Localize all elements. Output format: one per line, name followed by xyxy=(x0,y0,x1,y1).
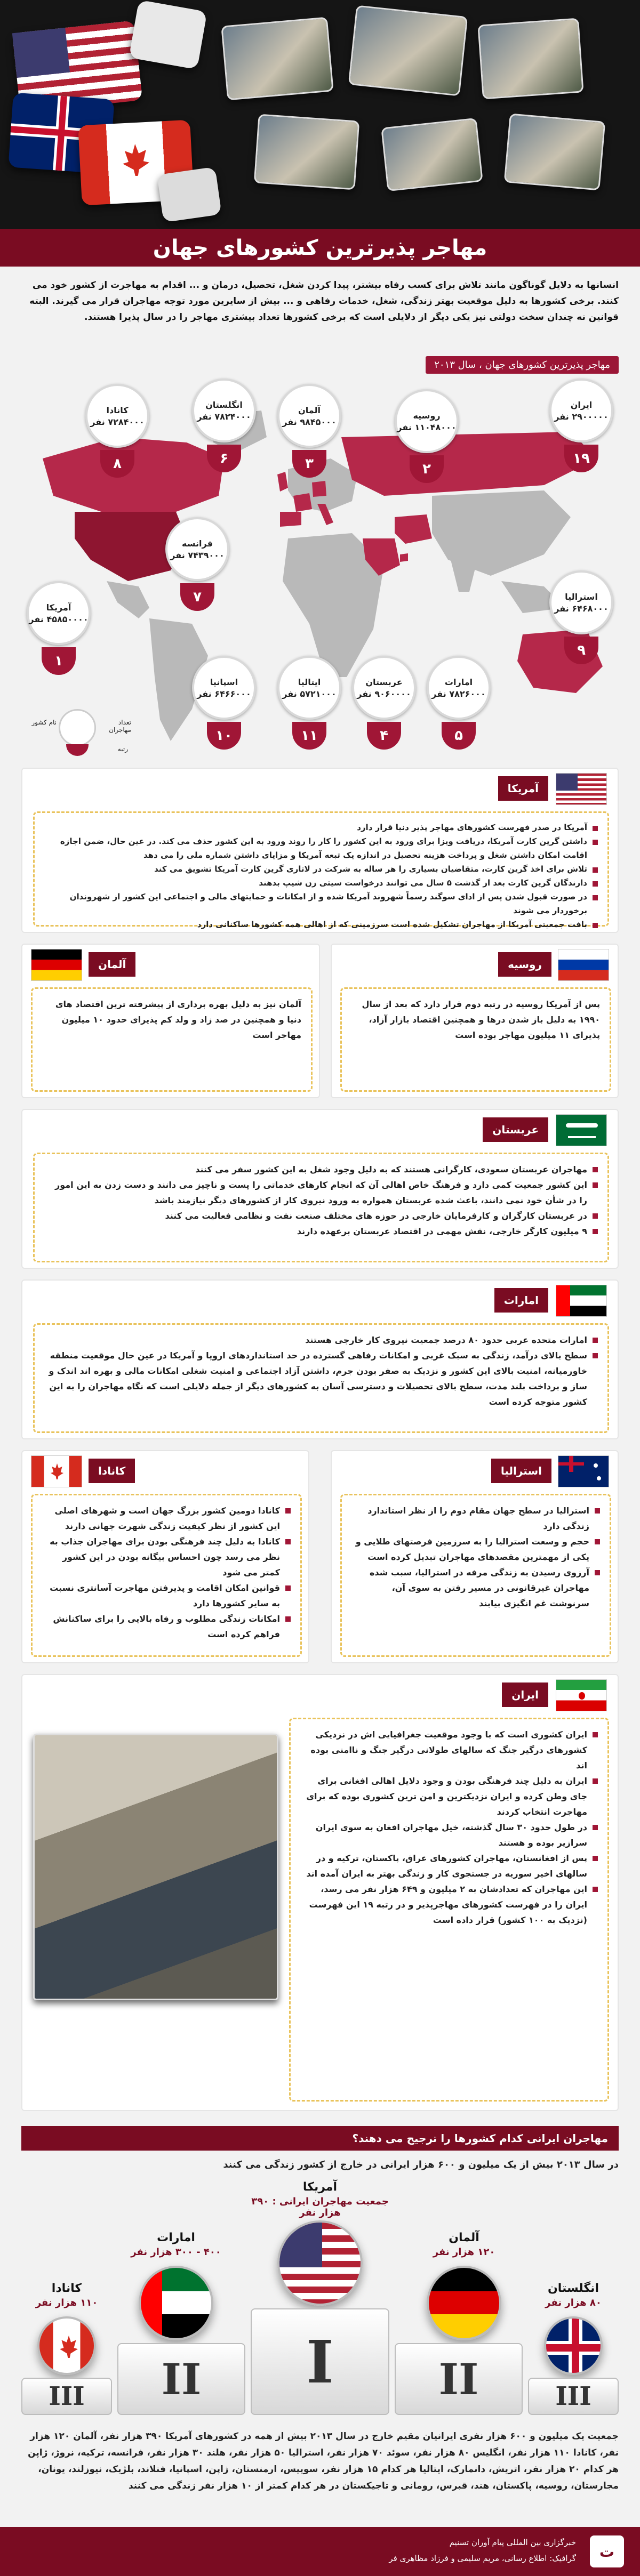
legend-bubble xyxy=(59,709,96,746)
podium-label-germany xyxy=(405,2231,523,2258)
podium-value: ۸۰ هزار نفر xyxy=(545,2297,602,2308)
tasnim-logo-icon: ت xyxy=(590,2535,624,2567)
panel-body xyxy=(31,987,313,1092)
legend-name: نام کشور xyxy=(31,719,57,726)
map-bubble-uae xyxy=(427,656,491,720)
country-name: عربستان xyxy=(365,677,403,687)
panel-usa xyxy=(21,768,619,933)
migrant-count: ۶۴۶۸۰۰۰ نفر xyxy=(554,603,609,614)
podium-country: امارات xyxy=(157,2231,195,2244)
panel-title: روسیه xyxy=(498,952,551,977)
panel-australia xyxy=(331,1450,619,1663)
list-item: بافت جمعیتی آمریکا از مهاجران تشکیل شده است سرزمینی که از اهالی همه کشورها ساکنانی دارد xyxy=(44,917,598,931)
podium-step-3-right: III xyxy=(528,2378,619,2415)
country-name: آلمان xyxy=(298,405,321,415)
panel-germany xyxy=(21,944,320,1098)
map-bubble-italy xyxy=(277,656,341,720)
world-map xyxy=(11,379,629,757)
migrant-count: ۷۲۸۴۰۰۰ نفر xyxy=(90,416,145,427)
podium-step-2-right: II xyxy=(395,2343,523,2415)
rank-badge: ۹ xyxy=(564,637,598,664)
list-item: در عربستان کارگران و کارفرمایان خارجی در حوزه های مختلف صنعت نفت و نظامی فعالیت می کنند xyxy=(44,1208,598,1223)
rank-badge: ۴ xyxy=(367,722,401,750)
country-name: ایتالیا xyxy=(298,677,321,687)
page-title: مهاجر پذیرترین کشورهای جهان xyxy=(153,236,487,260)
usa-flag-globe xyxy=(277,2220,363,2306)
list-item: این کشور جمعیت کمی دارد و فرهنگ خاص اهالی آن که انجام کارهای خدماتی را پست و ناچیز می دانند و دست زدن به این امور را در شأن خود نمی دانند، باعث شده عربستان همواره به ورود نیروی کار از کشورهای دیگر نیازمند باشد xyxy=(44,1177,598,1208)
list-item: دارندگان گرین کارت بعد از گذشت ۵ سال می توانند درخواست سیتی زن شیپ بدهند xyxy=(44,876,598,890)
canada-flag-icon xyxy=(31,1455,82,1487)
map-region-spain xyxy=(280,512,301,527)
map-region-uae xyxy=(400,553,408,562)
uae-flag-icon xyxy=(556,1285,607,1317)
migrant-count: ۷۸۲۶۰۰۰ نفر xyxy=(431,688,486,699)
country-name: فرانسه xyxy=(182,538,213,549)
russia-flag-icon xyxy=(558,949,609,981)
title-bar xyxy=(0,229,640,267)
migrant-count: ۷۸۲۴۰۰۰ نفر xyxy=(197,411,251,422)
footer-agency: خبرگزاری بین المللی پیام آوران تسنیم xyxy=(449,2538,576,2547)
list-item: این مهاجران که تعدادشان به ۲ میلیون و ۶۴۹ هزار نفر می رسد، ایران را در فهرست کشورهای مهاجرپذیر و در رتبه ۱۹ این فهرست (نزدیک به ۱۰۰ کشور) قرار داده است xyxy=(300,1881,598,1928)
list-item: سطح بالای درآمد، زندگی به سبک غربی و امکانات رفاهی گسترده در حد استانداردهای اروپا و آمریکا در عین حال موقعیت منطقه خاورمیانه، امنیت بالای این کشور و نزدیک به صفر بودن جرم، داشتن آزاد اجتماعی و امنیت شغلی امکانات مالی و بهره اند اندک و ساز و برداخت بلند مدت، سطح بالای تحصیلات و دسترسی آسان به کشورهای دیگر از جمله دلایلی است که نگاه مهاجران را به این کشور متوجه کرده است xyxy=(44,1348,598,1410)
migrant-count: ۹۸۴۵۰۰۰ نفر xyxy=(282,416,337,427)
list-item: پس از افغانستان، مهاجران کشورهای عراق، پاکستان، ترکیه و در سالهای اخیر سوریه در جستجوی کار و زندگی بهتر به ایران آمده اند xyxy=(300,1850,598,1881)
podium-value: ۴۰۰ - ۳۰۰ هزار نفر xyxy=(131,2247,221,2258)
podium-value: ۱۱۰ هزار نفر xyxy=(35,2297,98,2308)
podium-country: آمریکا xyxy=(302,2180,338,2194)
panel-text: پس از آمریکا روسیه در رتبه دوم قرار دارد که بعد از سال ۱۹۹۰ به دلیل باز شدن درها و همچنین اقتصاد بازار آزاد، پذیرای ۱۱ میلیون مهاجر بوده است xyxy=(362,999,600,1040)
panel-title: کانادا xyxy=(89,1459,135,1483)
podium-step-3-left: III xyxy=(21,2378,112,2415)
map-bubble-germany xyxy=(277,384,341,448)
country-name: ایران xyxy=(570,399,593,410)
panel-saudi xyxy=(21,1109,619,1269)
podium-country: آلمان xyxy=(449,2231,479,2244)
panel-body xyxy=(340,1494,611,1657)
list-item: در صورت قبول شدن پس از ادای سوگند رسماً شهروند آمریکا شده و از امکانات و حمایتهای مالی و اجتماعی این کشور از شهروندان برخوردار می شوند xyxy=(44,890,598,917)
migrants-photo xyxy=(477,18,583,100)
list-item: داشتن گرین کارت آمریکا، دریافت ویزا برای ورود به این کشور را کار را روند ورود به این کشور حذف می کند. در عین حال، ضمن اجازه اقامت امکان داشتن شغل و پرداخت هزینه تحصیل در اندازه یک تبعه آمریکا و مزایای داشتن شماره ملی را می دهد xyxy=(44,834,598,862)
usa-flag-icon xyxy=(556,773,607,805)
panel-body xyxy=(289,1718,609,2102)
footer xyxy=(0,2527,640,2576)
podium-label-uae xyxy=(117,2231,235,2258)
panel-text: آلمان نیز به دلیل بهره برداری از پیشرفته ترین اقتصاد های دنیا و همچنین در صد زاد و ولد کم پذیرای حدود ۱۰ میلیون مهاجر است xyxy=(55,999,301,1040)
list-item: امارات متحده عربی حدود ۸۰ درصد جمعیت نیروی کار خارجی هستند xyxy=(44,1332,598,1348)
migrant-count: ۱۱۰۴۸۰۰۰ نفر xyxy=(397,422,457,432)
panel-russia xyxy=(331,944,619,1098)
intro-text: انسانها به دلایل گوناگون مانند تلاش برای کسب رفاه بیشتر، پیدا کردن شغل، تحصیل، درمان و ... اقدام به مهاجرت از کشور خود می کنند. برخی کشورها به دلیل موقعیت بهتر زندگی، شغل، خدمات رفاهی و ... بیش از سایرین مورد توجه مهاجران قرار می گیرند. البته قوانین نه چندان سخت دولتی نیز یکی دیگر از دلایلی است که برخی کشورها تعداد بیشتری مهاجر را در سال پذیرا هستند. xyxy=(29,280,619,323)
germany-flag-globe xyxy=(427,2266,501,2340)
map-bubble-uk xyxy=(192,379,256,442)
country-name: استرالیا xyxy=(565,591,598,602)
map-label: مهاجر پذیرترین کشورهای جهان ، سال ۲۰۱۳ xyxy=(426,356,619,374)
legend-rank: رتبه xyxy=(117,745,128,753)
migrant-count: ۹۰۶۰۰۰۰ نفر xyxy=(357,688,411,699)
panel-uae xyxy=(21,1279,619,1439)
panel-title: امارات xyxy=(494,1288,548,1313)
migrant-count: ۶۴۶۶۰۰۰ نفر xyxy=(197,688,251,699)
migrants-photo xyxy=(381,118,483,191)
list-item: امکانات زندگی مطلوب و رفاه بالایی را برای ساکنانش فراهم کرده است xyxy=(42,1611,291,1642)
podium-label-canada xyxy=(21,2282,112,2308)
footer-credits: گرافیک: اطلاع رسانی، مریم سلیمی و فرزاد مظاهری فر xyxy=(389,2554,576,2563)
list-item: ایران به دلیل چند فرهنگی بودن و وجود دلایل اهالی افغانی برای جای وطن کرده و ایران نزدیکترین و امن ترین کشوری بوده که برای مهاجرت انتخاب کردند xyxy=(300,1773,598,1820)
australia-flag-icon xyxy=(558,1455,609,1487)
map-region-germany xyxy=(312,481,326,497)
migrants-photo xyxy=(504,113,606,190)
podium-country: کانادا xyxy=(51,2282,82,2295)
panel-title: آمریکا xyxy=(498,776,548,801)
podium-value: جمعیت مهاجران ایرانی : ۳۹۰ هزار نفر xyxy=(251,2196,389,2218)
panel-title: عربستان xyxy=(483,1117,548,1142)
migrants-photo xyxy=(348,5,468,96)
panel-title: استرالیا xyxy=(491,1459,551,1483)
list-item: ایران کشوری است که با وجود موقعیت جغرافیایی اش در نزدیکی کشورهای درگیر جنگ که سالهای طولانی درگیر جنگ و ناامنی بوده اند xyxy=(300,1727,598,1773)
uk-flag-globe xyxy=(544,2316,603,2375)
map-bubble-france xyxy=(165,517,229,581)
rank-badge: ۱۱ xyxy=(292,722,326,750)
panel-body xyxy=(33,1323,609,1433)
list-item: کانادا دومین کشور بزرگ جهان است و شهرهای اصلی این کشور از نظر کیفیت زندگی شهرت جهانی دارند xyxy=(42,1503,291,1534)
panel-title: آلمان xyxy=(89,952,135,977)
map-bubble-usa xyxy=(27,581,91,645)
map-bubble-australia xyxy=(549,570,613,634)
afghan-migrants-photo xyxy=(33,1734,278,2000)
map-bubble-canada xyxy=(85,384,149,448)
canada-flag-globe xyxy=(37,2316,96,2375)
rank-badge: ۶ xyxy=(207,445,241,472)
migrants-photo xyxy=(221,17,333,101)
preference-subtitle: در سال ۲۰۱۳ بیش از یک میلیون و ۶۰۰ هزار ایرانی در خارج از کشور زندگی می کنند xyxy=(223,2159,619,2170)
hero-collage xyxy=(0,0,640,229)
podium-step-1: I xyxy=(251,2308,389,2415)
rank-badge: ۱ xyxy=(42,647,76,675)
list-item: در طول حدود ۳۰ سال گذشته، خیل مهاجران افغان به سوی ایران سرازیر بوده و هستند xyxy=(300,1820,598,1850)
iran-flag-icon xyxy=(556,1679,607,1711)
rank-badge: ۱۰ xyxy=(207,722,241,750)
blank-puzzle-piece xyxy=(129,0,207,69)
preference-title: مهاجران ایرانی کدام کشورها را ترجیح می دهند؟ xyxy=(21,2126,619,2151)
rank-badge: ۱۹ xyxy=(564,445,598,472)
list-item: آمریکا در صدر فهرست کشورهای مهاجر پذیر دنیا قرار دارد xyxy=(44,820,598,834)
saudi-flag-icon xyxy=(556,1114,607,1146)
migrant-count: ۷۴۳۹۰۰۰ نفر xyxy=(170,550,225,560)
list-item: استرالیا در سطح جهان مقام دوم را از نظر استاندارد زندگی دارد xyxy=(351,1503,600,1534)
panel-body xyxy=(340,987,611,1092)
list-item: مهاجران عربستان سعودی، کارگرانی هستند که به دلیل وجود شغل به این کشور سفر می کنند xyxy=(44,1162,598,1177)
migrant-count: ۴۵۸۵۰۰۰۰ نفر xyxy=(29,614,89,624)
rank-badge: ۸ xyxy=(100,450,134,478)
podium-value: ۱۲۰ هزار نفر xyxy=(433,2247,495,2258)
map-bubble-saudi xyxy=(352,656,416,720)
map-bubble-spain xyxy=(192,656,256,720)
rank-badge: ۷ xyxy=(180,583,214,611)
podium-step-2-left: II xyxy=(117,2343,245,2415)
summary-text: جمعیت یک میلیون و ۶۰۰ هزار نفری ایرانیان مقیم خارج در سال ۲۰۱۳ بیش از همه در کشورهای آمریکا ۳۹۰ هزار نفر، آلمان ۱۲۰ هزار نفر، کانادا ۱۱۰ هزار نفر، انگلیس ۸۰ هزار نفر، سوئد ۷۰ هزار نفر، استرالیا ۵۰ هزار نفر، هلند ۳۰ هزار نفر، فرانسه، ترکیه، نروژ، ژاپن هر کدام ۲۰ هزار نفر، اتریش، دانمارک، ایتالیا هر کدام ۱۵ هزار نفر، سوییس، ارمنستان، ژاپن، اسپانیا، فنلاند، بلژیک، نیوزلند، یونان، مجارستان، روسیه، پاکستان، هند، قبرس، رومانی و تاجیکستان در هر کدام کمتر از ۱۰ هزار نفر زندگی می کنند xyxy=(28,2431,619,2491)
map-region-france xyxy=(293,493,312,512)
list-item: کانادا به دلیل چند فرهنگی بودن برای مهاجران جذاب به نظر می رسد چون احساس بیگانه بودن در این کشور کمتر می شود xyxy=(42,1534,291,1580)
rank-badge: ۲ xyxy=(410,455,444,483)
panel-body xyxy=(33,1153,609,1262)
uae-flag-globe xyxy=(139,2266,213,2340)
list-item: قوانین امکان اقامت و پذیرفتن مهاجرت آسانتری نسبت به سایر کشورها دارد xyxy=(42,1580,291,1611)
migrants-photo xyxy=(254,114,360,190)
country-name: انگلستان xyxy=(205,399,243,410)
germany-flag-icon xyxy=(31,949,82,981)
migrant-count: ۲۹۰۰۰۰۰ نفر xyxy=(554,411,609,422)
panel-title: ایران xyxy=(502,1683,548,1707)
map-legend xyxy=(21,709,131,757)
podium-label-uk xyxy=(528,2282,619,2308)
country-name: آمریکا xyxy=(46,602,71,613)
country-name: امارات xyxy=(444,677,473,687)
map-bubble-russia xyxy=(395,389,459,453)
legend-count: تعداد مهاجران xyxy=(109,719,131,734)
list-item: ۹ میلیون کارگر خارجی، نقش مهمی در اقتصاد عربستان برعهده دارند xyxy=(44,1223,598,1239)
list-item: آرزوی رسیدن به زندگی مرفه در استرالیا، سبب شده مهاجران غیرقانونی در مسیر رفتن به سوی آن، سرنوشت غم انگیزی بیابند xyxy=(351,1565,600,1611)
podium-country: انگلستان xyxy=(548,2282,599,2295)
country-name: اسپانیا xyxy=(210,677,238,687)
country-name: روسیه xyxy=(413,410,441,421)
panel-canada xyxy=(21,1450,309,1663)
rank-badge: ۳ xyxy=(292,450,326,478)
blank-puzzle-piece xyxy=(157,167,221,222)
rank-badge: ۵ xyxy=(442,722,476,750)
migrant-count: ۵۷۲۱۰۰۰ نفر xyxy=(282,688,337,699)
podium-label-usa xyxy=(240,2180,400,2218)
panel-iran xyxy=(21,1674,619,2111)
list-item: حجم و وسعت استرالیا را به سرزمین فرصتهای طلایی و یکی از مهمترین مقصدهای مهاجران تبدیل کرده است xyxy=(351,1534,600,1565)
list-item: تلاش برای اخذ گرین کارت، متقاضیان بسیاری را هر ساله به شرکت در لاتاری گرین کارت آمریکا تشویق می کند xyxy=(44,862,598,876)
panel-body xyxy=(31,1494,302,1657)
map-bubble-iran xyxy=(549,379,613,442)
panel-body xyxy=(33,811,609,927)
country-name: کانادا xyxy=(106,405,129,415)
legend-rank-shape xyxy=(66,744,89,756)
